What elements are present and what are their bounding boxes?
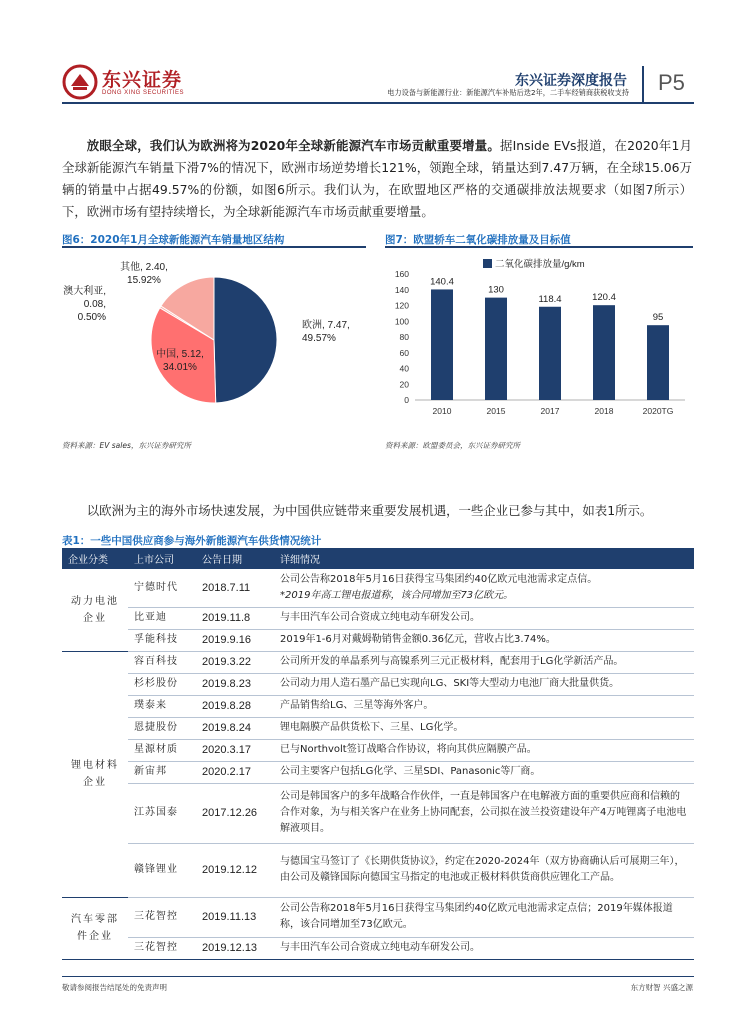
company-cell: 璞泰来 [128, 695, 196, 717]
figure6-source: 资料来源：EV sales，东兴证券研究所 [62, 441, 191, 450]
category-cell: 汽车零部件企业 [62, 897, 128, 959]
footer-disclaimer: 敬请参阅报告结尾处的免责声明 [62, 983, 167, 992]
logo-text-en: DONG XING SECURITIES [102, 90, 185, 96]
y-tick-label: 60 [399, 347, 409, 358]
report-subtitle: 电力设备与新能源行业：新能源汽车补贴后迭2年，二手车经销商获税收支持 [387, 88, 629, 97]
detail-cell: 公司是韩国客户的多年战略合作伙伴，一直是韩国客户在电解液方面的重要供应商和信赖的合作对象，为与相关客户在业务上协同配套，公司拟在波兰投资建设年产4万吨锂离子电池电解液项目。 [274, 783, 694, 843]
pie-label-other: 其他, 2.40, 15.92% [120, 262, 168, 286]
table-row [62, 629, 694, 651]
table-row [62, 761, 694, 783]
table-title: 表1：一些中国供应商参与海外新能源汽车供货情况统计 [62, 535, 322, 547]
company-cell: 宁德时代 [128, 569, 196, 607]
bar-value-label: 120.4 [592, 292, 616, 304]
table-header-cell: 公告日期 [196, 548, 274, 569]
header-rule [62, 102, 694, 104]
company-cell: 三花智控 [128, 897, 196, 937]
company-cell: 杉杉股份 [128, 673, 196, 695]
table-row [62, 937, 694, 959]
bar-value-label: 118.4 [538, 293, 562, 305]
y-tick-label: 120 [394, 300, 409, 311]
company-cell: 比亚迪 [128, 607, 196, 629]
table-header-row [62, 548, 694, 569]
date-cell: 2019.8.24 [196, 717, 274, 739]
detail-cell: 与丰田汽车公司合资成立纯电动车研发公司。 [274, 937, 694, 959]
date-cell: 2019.8.23 [196, 673, 274, 695]
company-cell: 江苏国泰 [128, 783, 196, 843]
x-tick-label: 2020TG [642, 406, 674, 416]
date-cell: 2019.11.8 [196, 607, 274, 629]
pie-label-china: 中国, 5.12, 34.01% [156, 349, 204, 373]
detail-cell: 公司主要客户包括LG化学、三星SDI、Panasonic等厂商。 [274, 761, 694, 783]
detail-cell: 产品销售给LG、三星等海外客户。 [274, 695, 694, 717]
table-row [62, 783, 694, 843]
y-tick-label: 40 [399, 363, 409, 374]
report-title: 东兴证券深度报告 [515, 73, 627, 89]
bar-value-label: 95 [652, 312, 664, 324]
date-cell: 2019.8.28 [196, 695, 274, 717]
table-row [62, 897, 694, 937]
company-cell: 赣锋锂业 [128, 843, 196, 897]
bar-2015 [485, 298, 507, 400]
detail-cell: 与德国宝马签订了《长期供货协议》，约定在2020-2024年（双方协商确认后可展期三年），由公司及赣锋国际向德国宝马指定的电池或正极材料供货商供应锂化工产品。 [274, 843, 694, 897]
table-header-cell: 企业分类 [62, 548, 128, 569]
transition-paragraph: 以欧洲为主的海外市场快速发展，为中国供应链带来重要发展机遇，一些企业已参与其中，如表1所示。 [86, 503, 653, 518]
table-header-cell: 上市公司 [128, 548, 196, 569]
bar-2010 [431, 289, 453, 400]
detail-cell: 公司公告称2018年5月16日获得宝马集团约40亿欧元电池需求定点信；2019年媒体报道称，该合同增加至73亿欧元。 [274, 897, 694, 937]
detail-note: *2019年高工锂电报道称，该合同增加至73亿欧元。 [280, 589, 514, 601]
detail-cell: 与丰田汽车公司合资成立纯电动车研发公司。 [274, 607, 694, 629]
y-tick-label: 100 [394, 316, 409, 327]
bar-chart [385, 250, 693, 430]
detail-cell: 锂电隔膜产品供货松下、三星、LG化学。 [274, 717, 694, 739]
figure7-title: 图7：欧盟轿车二氧化碳排放量及目标值 [385, 234, 571, 246]
y-tick-label: 80 [399, 332, 409, 342]
bar-2020TG [647, 325, 669, 400]
y-tick-label: 20 [399, 379, 409, 390]
company-logo [62, 64, 192, 106]
company-cell: 恩捷股份 [128, 717, 196, 739]
footer-slogan: 东方财智 兴盛之源 [630, 983, 693, 992]
detail-cell [274, 569, 694, 607]
intro-paragraph [62, 135, 692, 223]
figure7-source: 资料来源：欧盟委员会，东兴证券研究所 [385, 441, 520, 450]
detail-cell: 公司所开发的单晶系列与高镍系列三元正极材料，配套用于LG化学新活产品。 [274, 651, 694, 673]
x-tick-label: 2015 [486, 406, 506, 416]
company-cell: 三花智控 [128, 937, 196, 959]
date-cell: 2019.9.16 [196, 629, 274, 651]
figure6-title: 图6：2020年1月全球新能源汽车销量地区结构 [62, 234, 285, 246]
para-bold-lead: 放眼全球，我们认为欧洲将为2020年全球新能源汽车市场贡献重要增量。 [86, 138, 500, 153]
y-tick-label: 160 [394, 269, 409, 279]
table-row [62, 569, 694, 607]
logo-emblem-icon [62, 64, 98, 100]
figure6-rule [62, 246, 366, 248]
category-cell: 锂电材料企业 [62, 651, 128, 897]
table-row [62, 695, 694, 717]
para-text: 据Inside EVs报道，在2020年1月全球新能源汽车销量下滑7%的情况下，欧洲市场逆势增长121%，领跑全球，销量达到7.47万辆，在全球15.06万辆的销量中占据49.57%的份额，如图6所示。我们认为，在欧盟地区严格的交通碳排放法规要求（如图7所示）下，欧洲市场有望持续增长，为全球新能源汽车市场贡献重要增量。 [62, 138, 692, 219]
supplier-table [62, 548, 694, 960]
detail-cell: 已与Northvolt签订战略合作协议，将向其供应隔膜产品。 [274, 739, 694, 761]
detail-text: 公司公告称2018年5月16日获得宝马集团约40亿欧元电池需求定点信。 [280, 573, 598, 585]
figure7-rule [385, 246, 693, 248]
bar-value-label: 140.4 [430, 276, 454, 288]
table-header-cell: 详细情况 [274, 548, 694, 569]
table-row [62, 651, 694, 673]
y-tick-label: 0 [404, 395, 409, 405]
bar-2018 [593, 305, 615, 400]
bar-series [430, 276, 669, 400]
date-cell: 2020.3.17 [196, 739, 274, 761]
x-tick-label: 2018 [594, 406, 614, 416]
table-row [62, 673, 694, 695]
page-number: P5 [658, 70, 685, 95]
detail-cell: 公司动力用人造石墨产品已实现向LG、SKI等大型动力电池厂商大批量供货。 [274, 673, 694, 695]
company-cell: 容百科技 [128, 651, 196, 673]
date-cell: 2019.12.12 [196, 843, 274, 897]
date-cell: 2019.12.13 [196, 937, 274, 959]
x-tick-label: 2010 [432, 406, 452, 416]
bar-value-label: 130 [488, 284, 504, 296]
bar-legend [483, 258, 585, 270]
logo-text-cn: 东兴证券 [102, 69, 183, 91]
table-row [62, 607, 694, 629]
company-cell: 孚能科技 [128, 629, 196, 651]
company-cell: 星源材质 [128, 739, 196, 761]
detail-cell: 2019年1-6月对戴姆勒销售金额0.36亿元，营收占比3.74%。 [274, 629, 694, 651]
category-cell: 动力电池企业 [62, 569, 128, 651]
pie-label-australia: 澳大利亚, 0.08, 0.50% [63, 286, 106, 323]
table-row [62, 717, 694, 739]
date-cell: 2019.3.22 [196, 651, 274, 673]
date-cell: 2020.2.17 [196, 761, 274, 783]
pie-slice-欧洲 [214, 277, 277, 403]
company-cell: 新宙邦 [128, 761, 196, 783]
table-row [62, 739, 694, 761]
date-cell: 2018.7.11 [196, 569, 274, 607]
pie-slices [151, 277, 277, 403]
x-tick-label: 2017 [540, 406, 560, 416]
legend-label: 二氧化碳排放量/g/km [495, 259, 585, 270]
date-cell: 2017.12.26 [196, 783, 274, 843]
pie-chart [62, 250, 366, 430]
date-cell: 2019.11.13 [196, 897, 274, 937]
footer-rule [62, 976, 694, 977]
bar-2017 [539, 307, 561, 400]
table-row [62, 843, 694, 897]
legend-swatch [483, 259, 492, 268]
header-divider [642, 66, 644, 102]
pie-label-europe: 欧洲, 7.47, 49.57% [302, 320, 350, 344]
y-tick-label: 140 [394, 284, 409, 295]
